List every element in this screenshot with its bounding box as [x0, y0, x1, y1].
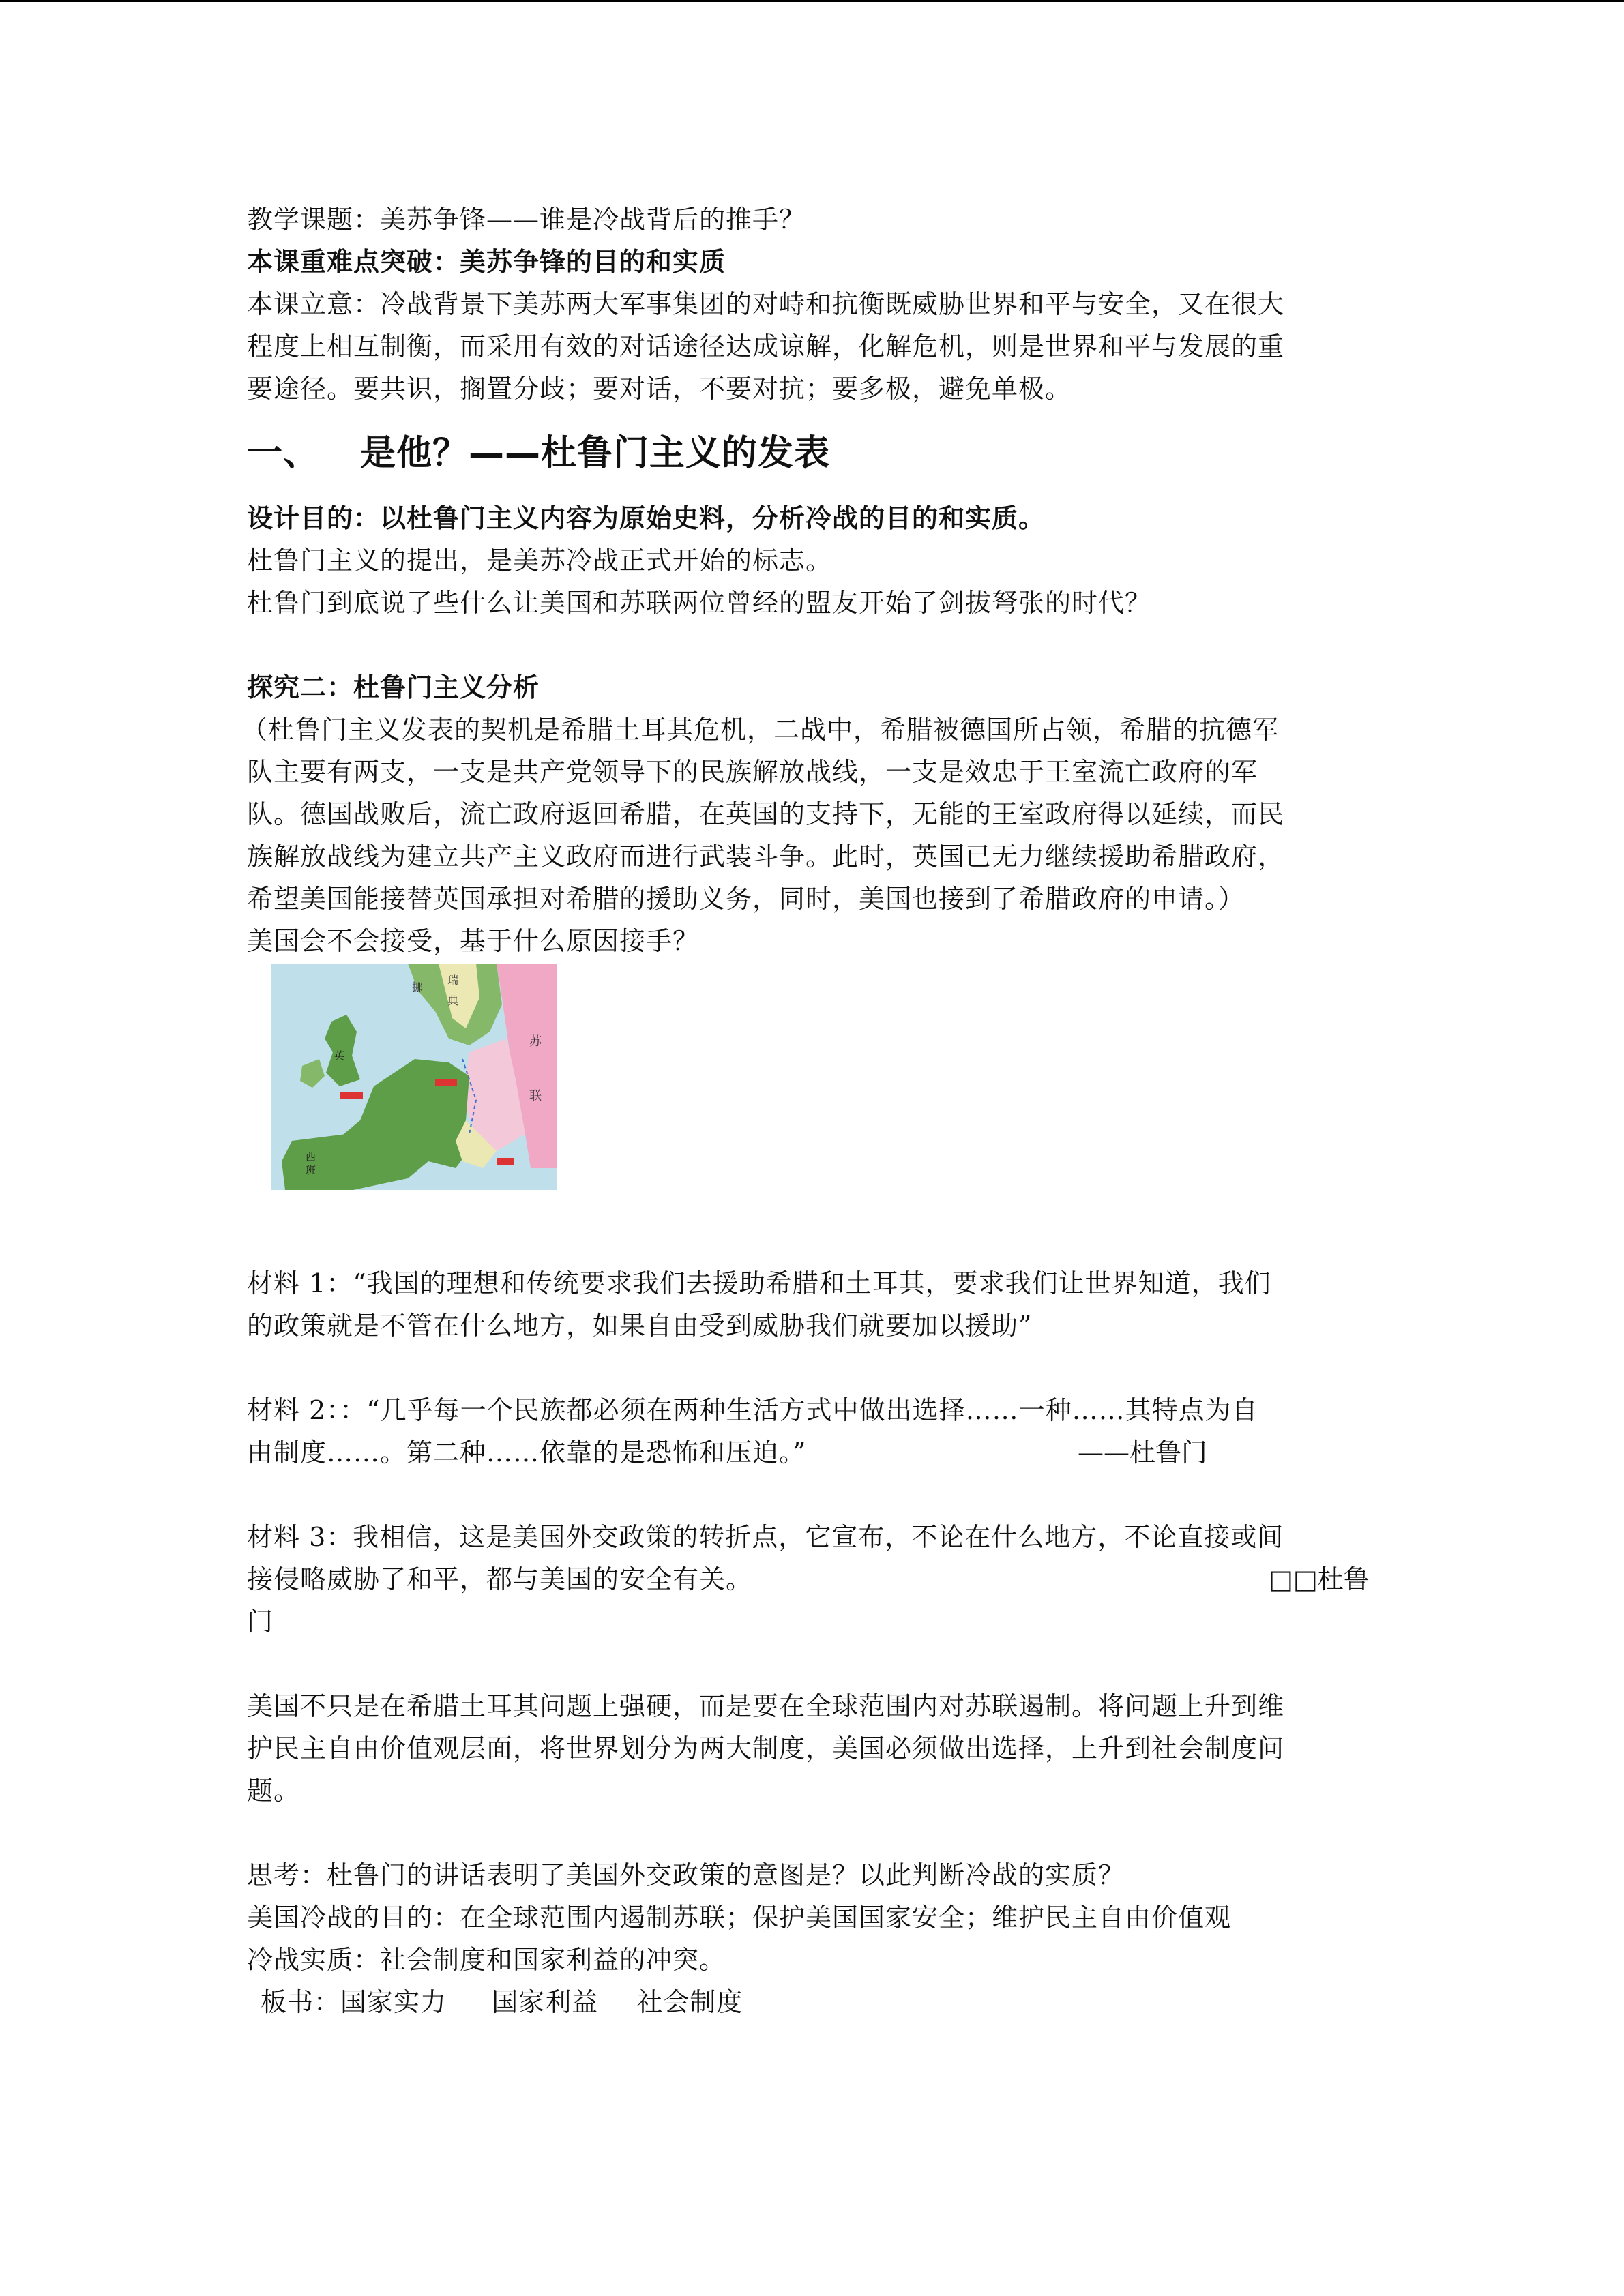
map-label-uk: 英: [334, 1049, 345, 1062]
map-label-sweden: 瑞: [447, 974, 459, 987]
material3-line-1: 材料 3：我相信，这是美国外交政策的转折点，它宣布，不论在什么地方，不论直接或间: [247, 1522, 1284, 1552]
europe-map-svg: [271, 964, 557, 1190]
analysis-line-1: 美国不只是在希腊土耳其问题上强硬，而是要在全球范围内对苏联遏制。将问题上升到维: [247, 1691, 1285, 1721]
section-heading: [247, 426, 830, 481]
map-label-spain-2: 班: [306, 1164, 316, 1176]
intro-line-1: 杜鲁门主义的提出，是美苏冷战正式开始的标志。: [247, 546, 833, 576]
material2-line-1: 材料 2：：“几乎每一个民族都必须在两种生活方式中做出选择……一种……其特点为自: [247, 1395, 1258, 1425]
key-points: 本课重难点突破：美苏争锋的目的和实质: [247, 246, 726, 277]
map-label-ussr-1: 苏: [529, 1034, 542, 1049]
intent-line-1: 本课立意：冷战背景下美苏两大军事集团的对峙和抗衡既威胁世界和平与安全，又在很大: [247, 289, 1285, 319]
map-label-sweden-2: 典: [447, 994, 459, 1007]
board-item-3: 社会制度: [636, 1987, 743, 2017]
cold-war-essence: 冷战实质：社会制度和国家利益的冲突。: [247, 1945, 726, 1975]
material1-line-2: 的政策就是不管在什么地方，如果自由受到威胁我们就要加以援助”: [247, 1311, 1033, 1341]
background-line-2: 队主要有两支，一支是共产党领导下的民族解放战线，一支是效忠于王室流亡政府的军: [247, 757, 1258, 787]
map-label-norway: 挪: [412, 981, 424, 994]
background-line-4: 族解放战线为建立共产主义政府而进行武装斗争。此时，英国已无力继续援助希腊政府，: [247, 841, 1285, 871]
section-title: 是他？——杜鲁门主义的发表: [360, 433, 831, 474]
intent-line-3: 要途径。要共识，搁置分歧；要对话，不要对抗；要多极，避免单极。: [247, 374, 1072, 404]
cold-war-purpose: 美国冷战的目的：在全球范围内遏制苏联；保护美国国家安全；维护民主自由价值观: [247, 1903, 1232, 1933]
intro-line-2: 杜鲁门到底说了些什么让美国和苏联两位曾经的盟友开始了剑拔弩张的时代？: [247, 588, 1152, 618]
background-line-5: 希望美国能接替英国承担对希腊的援助义务，同时，美国也接到了希腊政府的申请。）: [247, 884, 1245, 914]
material3-line-2: 接侵略威胁了和平，都与美国的安全有关。: [247, 1564, 753, 1594]
question: 美国会不会接受，基于什么原因接手？: [247, 926, 700, 956]
material2-source: ——杜鲁门: [1078, 1437, 1208, 1467]
board-item-2: 国家利益: [492, 1987, 599, 2017]
map-label-spain-1: 西: [306, 1150, 316, 1163]
lesson-title: 教学课题：美苏争锋——谁是冷战背后的推手？: [247, 205, 806, 235]
material3-source: □□杜鲁: [1269, 1564, 1370, 1594]
design-purpose: 设计目的：以杜鲁门主义内容为原始史料，分析冷战的目的和实质。: [247, 503, 1046, 533]
board-notes: [261, 1981, 743, 2023]
section-number: 一、: [247, 433, 320, 474]
background-line-3: 队。德国战败后，流亡政府返回希腊，在英国的支持下，无能的王室政府得以延续，而民: [247, 799, 1285, 829]
think-question: 思考：杜鲁门的讲话表明了美国外交政策的意图是？以此判断冷战的实质？: [247, 1860, 1125, 1890]
analysis-line-3: 题。: [247, 1776, 301, 1806]
material1-line-1: 材料 1：“我国的理想和传统要求我们去援助希腊和土耳其，要求我们让世界知道，我们: [247, 1268, 1271, 1298]
explore-title: 探究二：杜鲁门主义分析: [247, 672, 540, 702]
analysis-line-2: 护民主自由价值观层面，将世界划分为两大制度，美国必须做出选择，上升到社会制度问: [247, 1733, 1285, 1763]
material3-source-tail: 门: [247, 1607, 274, 1637]
background-line-1: （杜鲁门主义发表的契机是希腊土耳其危机，二战中，希腊被德国所占领，希腊的抗德军: [241, 715, 1280, 745]
board-item-1: 板书：国家实力: [261, 1987, 447, 2017]
intent-line-2: 程度上相互制衡，而采用有效的对话途径达成谅解，化解危机，则是世界和平与发展的重: [247, 331, 1285, 361]
europe-map-image: [271, 964, 557, 1190]
material2-line-2: 由制度……。第二种……依靠的是恐怖和压迫。”: [247, 1437, 807, 1467]
map-label-ussr-2: 联: [529, 1089, 542, 1103]
